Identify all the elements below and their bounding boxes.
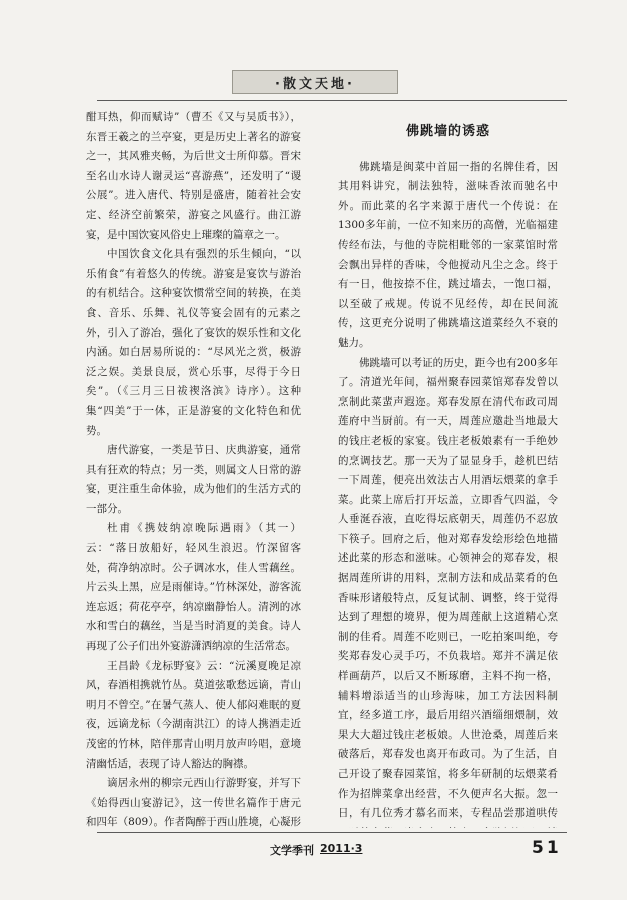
left-paragraph-5: 王昌龄《龙标野宴》云：“沅溪夏晚足凉风，春酒相携就竹丛。莫道弦歌愁远谪，青山明月不曾空。”在暑气蒸人、使人郁闷难眠的夏夜，远谪龙标（今湖南洪江）的诗人携酒走近茂密的竹林，陪伴那青山明月放声吟唱，意境清幽恬适，表现了诗人豁达的胸襟。 [86,659,301,770]
journal-name: 文学季刊 [270,844,314,857]
left-paragraph-6: 谪居永州的柳宗元西山行游野宴，并写下《始得西山宴游记》，这一传世名篇作于唐元和四年（809）。作者陶醉于西山胜境，心凝形 [86,777,301,828]
left-paragraph-1: 酣耳热，仰而赋诗”（曹丕《又与吴质书》），东晋王羲之的兰亭宴，更是历史上著名的游宴之一，其风雅夹畅，为后世文士所仰慕。晋宋至名山水诗人谢灵运“喜游燕”，还发明了“谡公展”。进入唐代、特别是盛唐，随着社会安定、经济空前繁荣，游宴之风盛行。曲江游宴，是中国饮宴风俗史上璀璨的篇章之一。 [86,111,301,241]
right-paragraph-1: 佛跳墙是闽菜中首屈一指的名牌佳肴，因其用料讲究，制法独特，滋味香浓而驰名中外。而此菜的名字来源于唐代一个传说：在1300多年前，一位不知来历的高僧，光临福建传经布法，与他的寺院相毗邻的一家菜馆时常会飘出异样的香味，令他搅动凡尘之念。终于有一日，他按捺不住，跳过墙去，一饱口福，以至破了戒规。传说不见经传，却在民间流传，这更充分说明了佛跳墙这道菜经久不衰的魅力。 [338,160,558,349]
page-footer [0,840,627,870]
page-number: 51 [532,838,562,858]
left-paragraph-3: 唐代游宴，一类是节日、庆典游宴，通常具有狂欢的特点；另一类，则属文人日常的游宴，更注重生命体验，成为他们的生活方式的一部分。 [86,444,301,515]
right-column [338,108,558,828]
section-header: ·散文天地· [232,70,398,94]
left-paragraph-4: 杜甫《携妓纳凉晚际遇雨》（其一）云：“落日放船好，轻风生浪迟。竹深留客处，荷净纳凉时。公子调冰水，佳人雪藕丝。片云头上黑，应是雨催诗。”竹林深处，游客流连忘返；荷花亭亭，纳凉幽静怡人。清洌的冰水和雪白的藕丝，当是当时消夏的美食。诗人再现了公子们出外宴游潇洒纳凉的生活常态。 [86,522,301,653]
footer-rule [97,832,567,833]
right-paragraph-2: 佛跳墙可以考证的历史，距今也有200多年了。清道光年间，福州聚春园菜馆郑春发曾以烹制此菜蜚声遐迩。郑春发原在清代布政司周莲府中当厨前。有一天，周莲应邀赴当地最大的钱庄老板的家宴。钱庄老板娘素有一手绝妙的烹调技艺。那一天为了显显身手，趁机巴结一下周莲，便亮出效法古人用酒坛煨菜的拿手菜。此菜上席后打开坛盖，立即香气四溢，令人垂涎吞液，直吃得坛底朝天，周莲仍不忍放下筷子。回府之后，他对郑春发绘形绘色地描述此菜的形态和滋味。心领神会的郑春发，根据周莲所讲的用料，烹制方法和成品菜肴的色香味形诸般特点，反复试制、调整，终于觉得达到了理想的境界，便为周莲献上这道精心烹制的佳肴。周莲不吃则已，一吃拍案叫绝，夸奖郑春发心灵手巧，不负栽培。郑并不满足依样画葫芦，以后又不断琢磨，主料不拘一格，辅料增添适当的山珍海味，加工方法因料制宜，经多道工序，最后用绍兴酒缁细煨制，效果大大超过钱庄老板娘。人世沧桑，周莲后来破落后，郑春发也离开布政司。为了生活，自己开设了聚春园菜馆，将多年研制的坛煨菜肴作为招牌菜拿出经营，不久便声名大振。忽一日，有几位秀才慕名而来，专程品尝那道哄传 [338,356,558,820]
issue-number: 2011·3 [320,842,363,855]
header-rule [97,100,567,101]
left-column [86,108,301,828]
article-title: 佛跳墙的诱惑 [405,124,490,139]
left-paragraph-2: 中国饮食文化具有强烈的乐生倾向，“以乐侑食”有着悠久的传统。游宴是宴饮与游治的有机结合。这种宴饮惯常空间的转换，在美食、音乐、乐舞、礼仪等宴会固有的元素之外，引入了游冶，强化了宴饮的娱乐性和文化内涵。如白居易所说的：“尽风光之赏，极游泛之娱。美景良辰，赏心乐事，尽得于今日矣”。（《三月三日祓禊洛滨》诗序）。这种集“四美”于一体，正是游宴的文化特色和优势。 [86,248,301,437]
